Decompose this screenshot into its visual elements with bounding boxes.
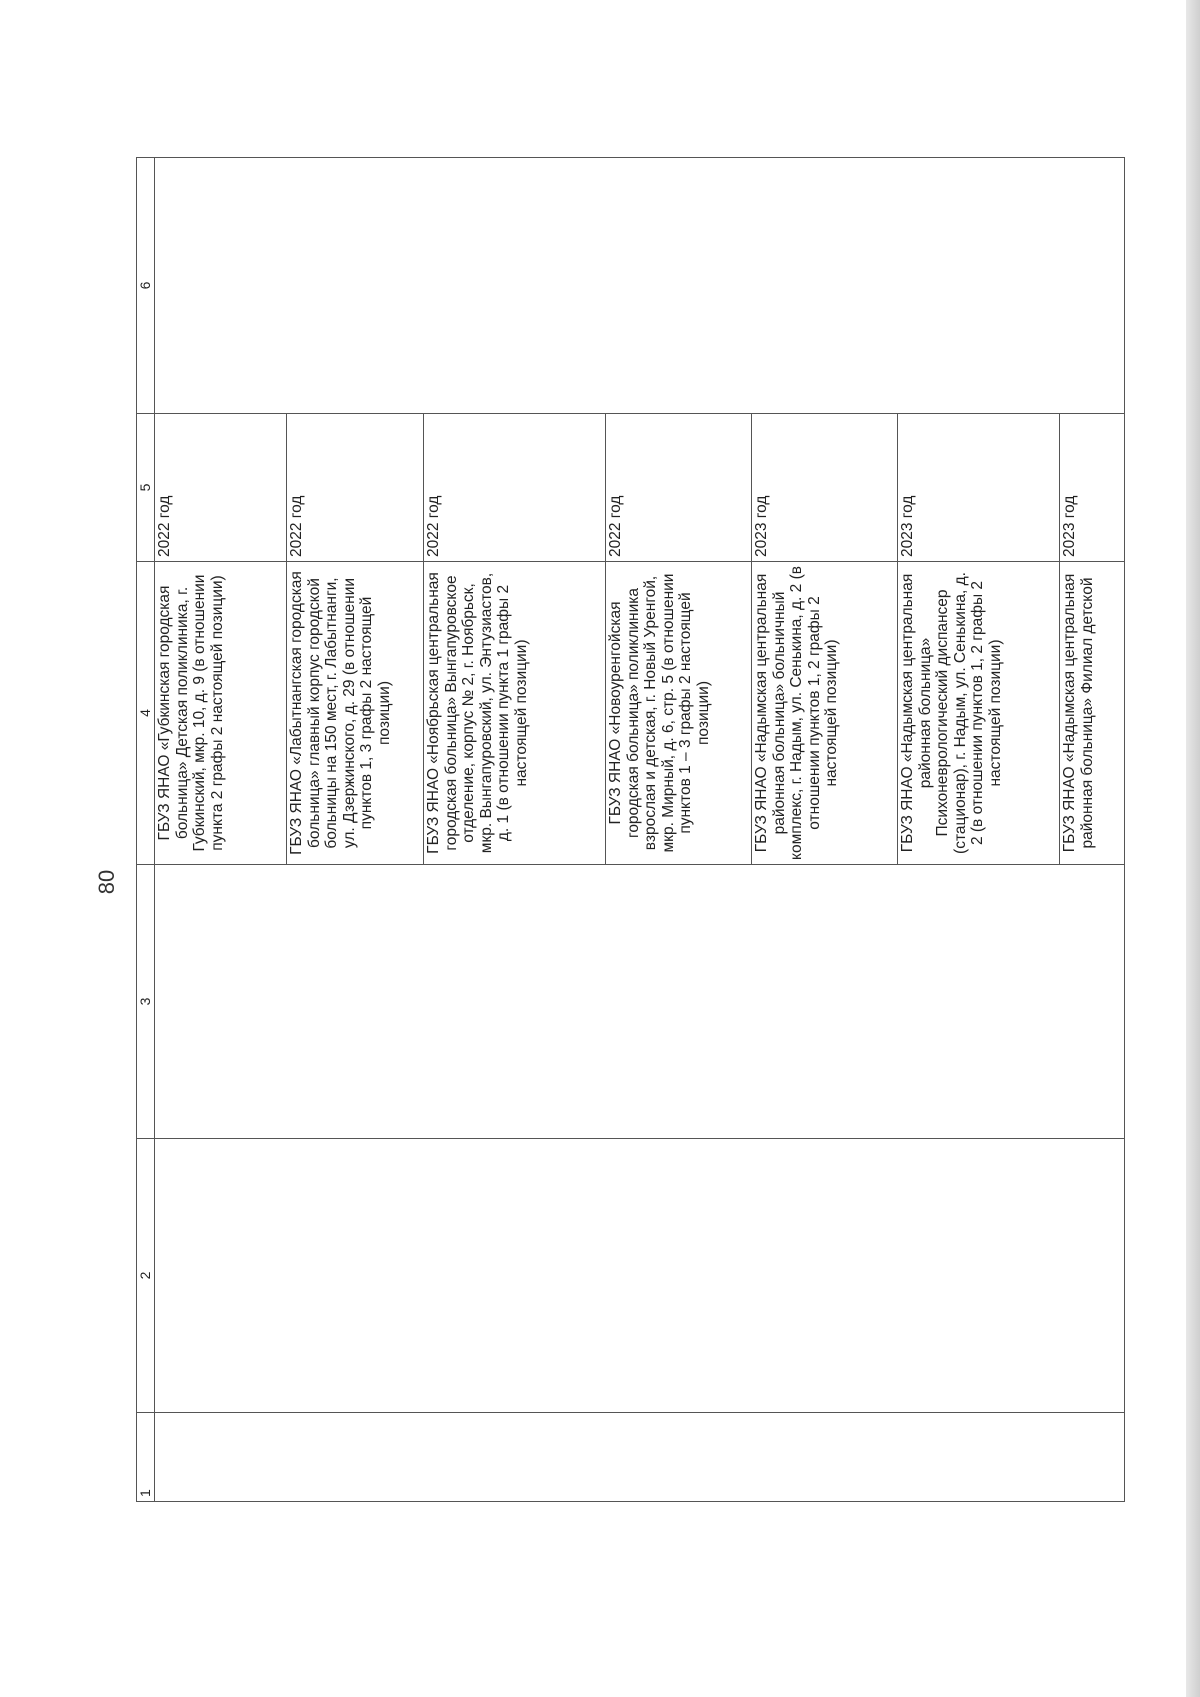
- cell-col-1: [155, 1413, 1125, 1502]
- column-number-row: [137, 158, 155, 1502]
- facility-cell: ГБУЗ ЯНАО «Ноябрьская центральная городская больница» Вынгапуровское отделение, корпус № 2, г. Ноябрьск, мкр. Вынгапуровский, ул. Энтузиастов, д. 1 (в отношении пункта 1 графы 2 настоящей позиции): [424, 562, 606, 865]
- facility-cell: ГБУЗ ЯНАО «Надымская центральная районная больница» Филиал детской: [1060, 562, 1125, 865]
- year-cell: 2022 год: [424, 414, 606, 562]
- rotated-table: [136, 158, 1125, 1502]
- facility-cell: ГБУЗ ЯНАО «Надымская центральная районная больница» больничный комплекс, г. Надым, ул. Сенькина, д. 2 (в отношении пунктов 1, 2 графы 2 настоящей позиции): [752, 562, 898, 865]
- column-number: 1: [137, 1413, 155, 1502]
- scan-edge: [1186, 0, 1200, 1697]
- column-number: 4: [137, 562, 155, 865]
- column-number: 6: [137, 158, 155, 414]
- year-cell: 2022 год: [155, 414, 287, 562]
- year-cell: 2023 год: [752, 414, 898, 562]
- table-container: [136, 158, 1125, 1502]
- year-cell: 2022 год: [287, 414, 424, 562]
- year-cell: 2023 год: [898, 414, 1060, 562]
- cell-col-2: [155, 1139, 1125, 1413]
- cell-col-3: [155, 865, 1125, 1139]
- cell-col-6: [155, 158, 1125, 414]
- facility-cell: ГБУЗ ЯНАО «Губкинская городская больница» Детская поликлиника, г. Губкинский, мкр. 10, д. 9 (в отношении пункта 2 графы 2 настоящей позиции): [155, 562, 287, 865]
- column-number: 2: [137, 1139, 155, 1413]
- column-number: 5: [137, 414, 155, 562]
- facility-cell: ГБУЗ ЯНАО «Новоуренгойская городская больница» поликлиника взрослая и детская, г. Новый Уренгой, мкр. Мирный, д. 6, стр. 5 (в отношении пунктов 1 – 3 графы 2 настоящей позиции): [606, 562, 752, 865]
- facility-cell: ГБУЗ ЯНАО «Надымская центральная районная больница» Психоневрологический диспансер (стационар), г. Надым, ул. Сенькина, д. 2 (в отношении пунктов 1, 2 графы 2 настоящей позиции): [898, 562, 1060, 865]
- column-number: 3: [137, 865, 155, 1139]
- document-table: [136, 157, 1125, 1502]
- page-number: 80: [94, 869, 119, 895]
- year-cell: 2023 год: [1060, 414, 1125, 562]
- year-cell: 2022 год: [606, 414, 752, 562]
- facility-cell: ГБУЗ ЯНАО «Лабытнангская городская больница» главный корпус городской больницы на 150 мест, г. Лабытнанги, ул. Дзержинского, д. 29 (в отношении пунктов 1, 3 графы 2 настоящей позиции): [287, 562, 424, 865]
- table-row: [155, 158, 287, 1502]
